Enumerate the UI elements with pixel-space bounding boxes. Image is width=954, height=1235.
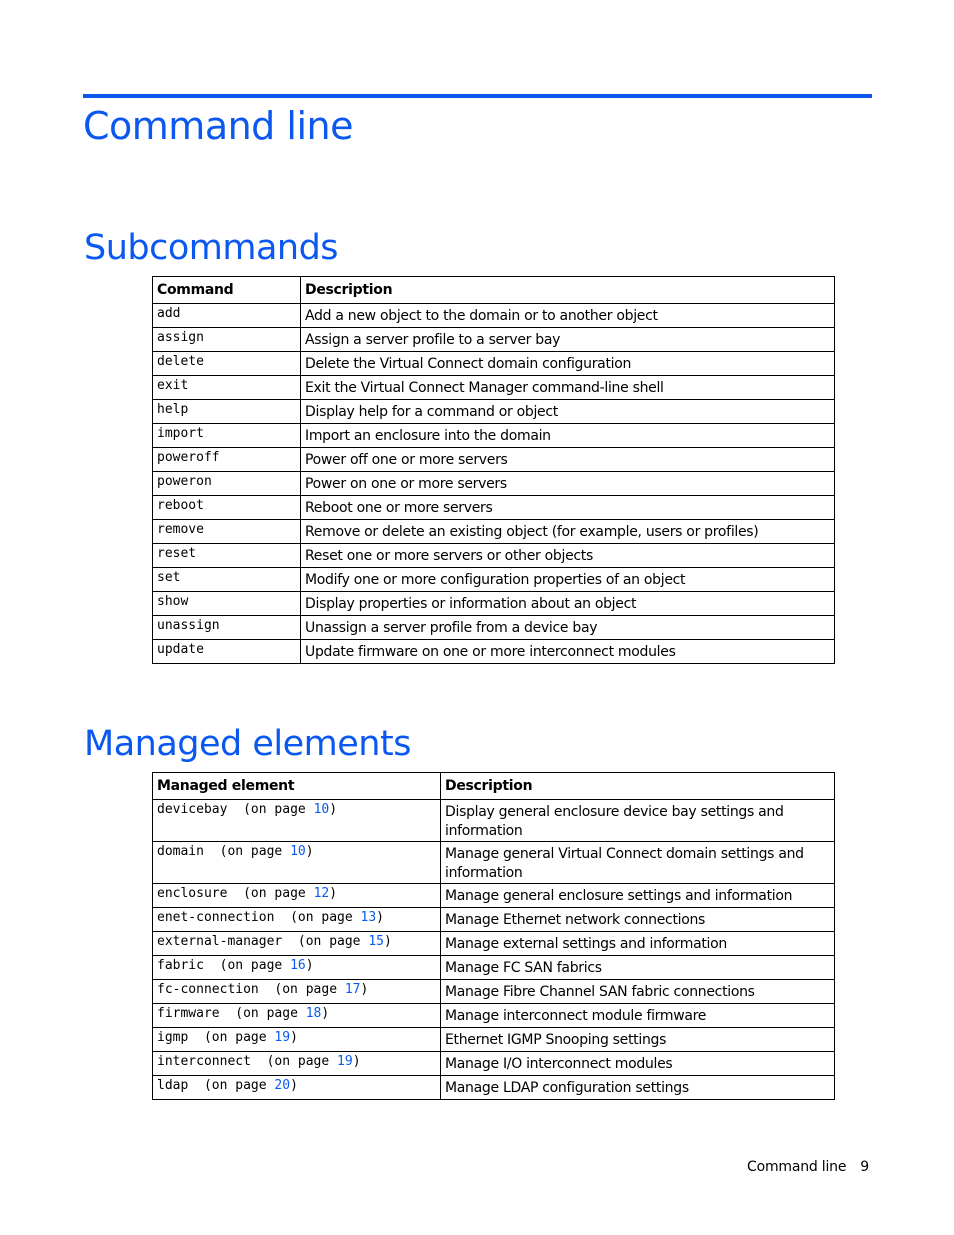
- on-page-suffix: ): [321, 1006, 330, 1021]
- page-reference-link[interactable]: 12: [313, 886, 330, 901]
- description-cell: Manage I/O interconnect modules: [441, 1052, 835, 1076]
- command-cell: remove: [153, 520, 301, 544]
- table-row: [153, 568, 835, 592]
- managed-element-cell: [153, 800, 441, 842]
- command-cell: help: [153, 400, 301, 424]
- page-title: Command line: [83, 104, 353, 148]
- command-cell: add: [153, 304, 301, 328]
- on-page-suffix: ): [329, 886, 338, 901]
- table-row: [153, 472, 835, 496]
- on-page-suffix: ): [376, 910, 384, 925]
- table-row: [153, 448, 835, 472]
- command-cell: poweroff: [153, 448, 301, 472]
- column-header-description: Description: [441, 773, 835, 800]
- table-row: [153, 592, 835, 616]
- page-reference-link[interactable]: 20: [274, 1078, 291, 1093]
- table-row: [153, 400, 835, 424]
- on-page-prefix: (on page: [243, 802, 306, 817]
- description-cell: Manage interconnect module firmware: [441, 1004, 835, 1028]
- on-page-prefix: (on page: [219, 844, 283, 859]
- element-name: domain: [157, 844, 204, 859]
- page-reference-link[interactable]: 10: [313, 802, 330, 817]
- managed-element-cell: [153, 1052, 441, 1076]
- command-cell: show: [153, 592, 301, 616]
- table-row: [153, 328, 835, 352]
- element-name: devicebay: [157, 802, 228, 817]
- description-cell: Import an enclosure into the domain: [301, 424, 835, 448]
- on-page-prefix: (on page: [235, 1006, 298, 1021]
- on-page-prefix: (on page: [219, 958, 283, 973]
- page-footer: [747, 1157, 869, 1177]
- footer-page-number: 9: [860, 1159, 869, 1175]
- managed-element-cell: [153, 980, 441, 1004]
- managed-header-row: [153, 773, 835, 800]
- description-cell: Power on one or more servers: [301, 472, 835, 496]
- command-cell: update: [153, 640, 301, 664]
- table-row: [153, 980, 835, 1004]
- element-name: firmware: [157, 1006, 220, 1021]
- description-cell: Modify one or more configuration properties of an object: [301, 568, 835, 592]
- managed-element-cell: [153, 842, 441, 884]
- description-cell: Update firmware on one or more interconnect modules: [301, 640, 835, 664]
- subcommands-heading: Subcommands: [84, 228, 339, 268]
- managed-element-cell: [153, 956, 441, 980]
- description-cell: Manage general enclosure settings and information: [441, 884, 835, 908]
- page-reference-link[interactable]: 13: [360, 910, 377, 925]
- managed-elements-body: [153, 800, 835, 1100]
- managed-elements-table: [152, 772, 835, 1100]
- description-cell: Manage external settings and information: [441, 932, 835, 956]
- column-header-description: Description: [301, 277, 835, 304]
- description-cell: Manage Ethernet network connections: [441, 908, 835, 932]
- on-page-prefix: (on page: [243, 886, 306, 901]
- on-page-suffix: ): [290, 1078, 298, 1093]
- description-cell: Delete the Virtual Connect domain configuration: [301, 352, 835, 376]
- managed-element-cell: [153, 908, 441, 932]
- on-page-prefix: (on page: [266, 1054, 330, 1069]
- command-cell: reset: [153, 544, 301, 568]
- on-page-suffix: ): [290, 1030, 298, 1045]
- table-row: [153, 884, 835, 908]
- page-reference-link[interactable]: 18: [305, 1006, 322, 1021]
- managed-element-cell: [153, 884, 441, 908]
- page-reference-link[interactable]: 10: [290, 844, 306, 859]
- on-page-prefix: (on page: [297, 934, 361, 949]
- table-row: [153, 424, 835, 448]
- on-page-suffix: ): [305, 844, 314, 859]
- table-row: [153, 352, 835, 376]
- on-page-suffix: ): [352, 1054, 361, 1069]
- table-row: [153, 800, 835, 842]
- table-row: [153, 520, 835, 544]
- table-row: [153, 1052, 835, 1076]
- managed-element-cell: [153, 932, 441, 956]
- description-cell: Ethernet IGMP Snooping settings: [441, 1028, 835, 1052]
- table-row: [153, 304, 835, 328]
- description-cell: Exit the Virtual Connect Manager command-line shell: [301, 376, 835, 400]
- command-cell: reboot: [153, 496, 301, 520]
- page-reference-link[interactable]: 19: [274, 1030, 291, 1045]
- element-name: ldap: [157, 1078, 189, 1093]
- description-cell: Assign a server profile to a server bay: [301, 328, 835, 352]
- table-row: [153, 1028, 835, 1052]
- table-row: [153, 842, 835, 884]
- table-row: [153, 640, 835, 664]
- managed-element-cell: [153, 1004, 441, 1028]
- element-name: interconnect: [157, 1054, 251, 1069]
- column-header-command: Command: [153, 277, 301, 304]
- table-row: [153, 496, 835, 520]
- description-cell: Add a new object to the domain or to another object: [301, 304, 835, 328]
- command-cell: import: [153, 424, 301, 448]
- command-cell: assign: [153, 328, 301, 352]
- table-row: [153, 376, 835, 400]
- managed-elements-heading: Managed elements: [84, 724, 411, 764]
- description-cell: Display properties or information about an object: [301, 592, 835, 616]
- description-cell: Manage FC SAN fabrics: [441, 956, 835, 980]
- managed-element-cell: [153, 1076, 441, 1100]
- footer-section: Command line: [747, 1159, 847, 1175]
- on-page-suffix: ): [305, 958, 314, 973]
- description-cell: Manage LDAP configuration settings: [441, 1076, 835, 1100]
- element-name: fc-connection: [157, 982, 259, 997]
- command-cell: delete: [153, 352, 301, 376]
- table-row: [153, 616, 835, 640]
- top-rule: [83, 94, 872, 98]
- subcommands-table: [152, 276, 835, 664]
- element-name: external-manager: [157, 934, 283, 949]
- page-reference-link[interactable]: 15: [368, 934, 384, 949]
- description-cell: Power off one or more servers: [301, 448, 835, 472]
- on-page-prefix: (on page: [203, 1078, 267, 1093]
- on-page-prefix: (on page: [274, 982, 338, 997]
- description-cell: Display help for a command or object: [301, 400, 835, 424]
- element-name: enet-connection: [157, 910, 275, 925]
- table-row: [153, 932, 835, 956]
- table-row: [153, 908, 835, 932]
- subcommands-body: [153, 304, 835, 664]
- command-cell: unassign: [153, 616, 301, 640]
- command-cell: poweron: [153, 472, 301, 496]
- element-name: fabric: [157, 958, 204, 973]
- element-name: igmp: [157, 1030, 189, 1045]
- table-row: [153, 544, 835, 568]
- description-cell: Unassign a server profile from a device bay: [301, 616, 835, 640]
- column-header-managed-element: Managed element: [153, 773, 441, 800]
- description-cell: Reboot one or more servers: [301, 496, 835, 520]
- description-cell: Display general enclosure device bay settings and information: [441, 800, 835, 842]
- table-row: [153, 1004, 835, 1028]
- page-reference-link[interactable]: 16: [290, 958, 306, 973]
- page-reference-link[interactable]: 17: [344, 982, 361, 997]
- command-cell: exit: [153, 376, 301, 400]
- description-cell: Manage general Virtual Connect domain settings and information: [441, 842, 835, 884]
- description-cell: Remove or delete an existing object (for example, users or profiles): [301, 520, 835, 544]
- on-page-suffix: ): [329, 802, 338, 817]
- subcommands-header-row: [153, 277, 835, 304]
- on-page-suffix: ): [384, 934, 392, 949]
- page-reference-link[interactable]: 19: [337, 1054, 353, 1069]
- managed-element-cell: [153, 1028, 441, 1052]
- description-cell: Reset one or more servers or other objects: [301, 544, 835, 568]
- table-row: [153, 956, 835, 980]
- command-cell: set: [153, 568, 301, 592]
- element-name: enclosure: [157, 886, 228, 901]
- table-row: [153, 1076, 835, 1100]
- on-page-suffix: ): [360, 982, 369, 997]
- on-page-prefix: (on page: [203, 1030, 267, 1045]
- description-cell: Manage Fibre Channel SAN fabric connections: [441, 980, 835, 1004]
- on-page-prefix: (on page: [290, 910, 353, 925]
